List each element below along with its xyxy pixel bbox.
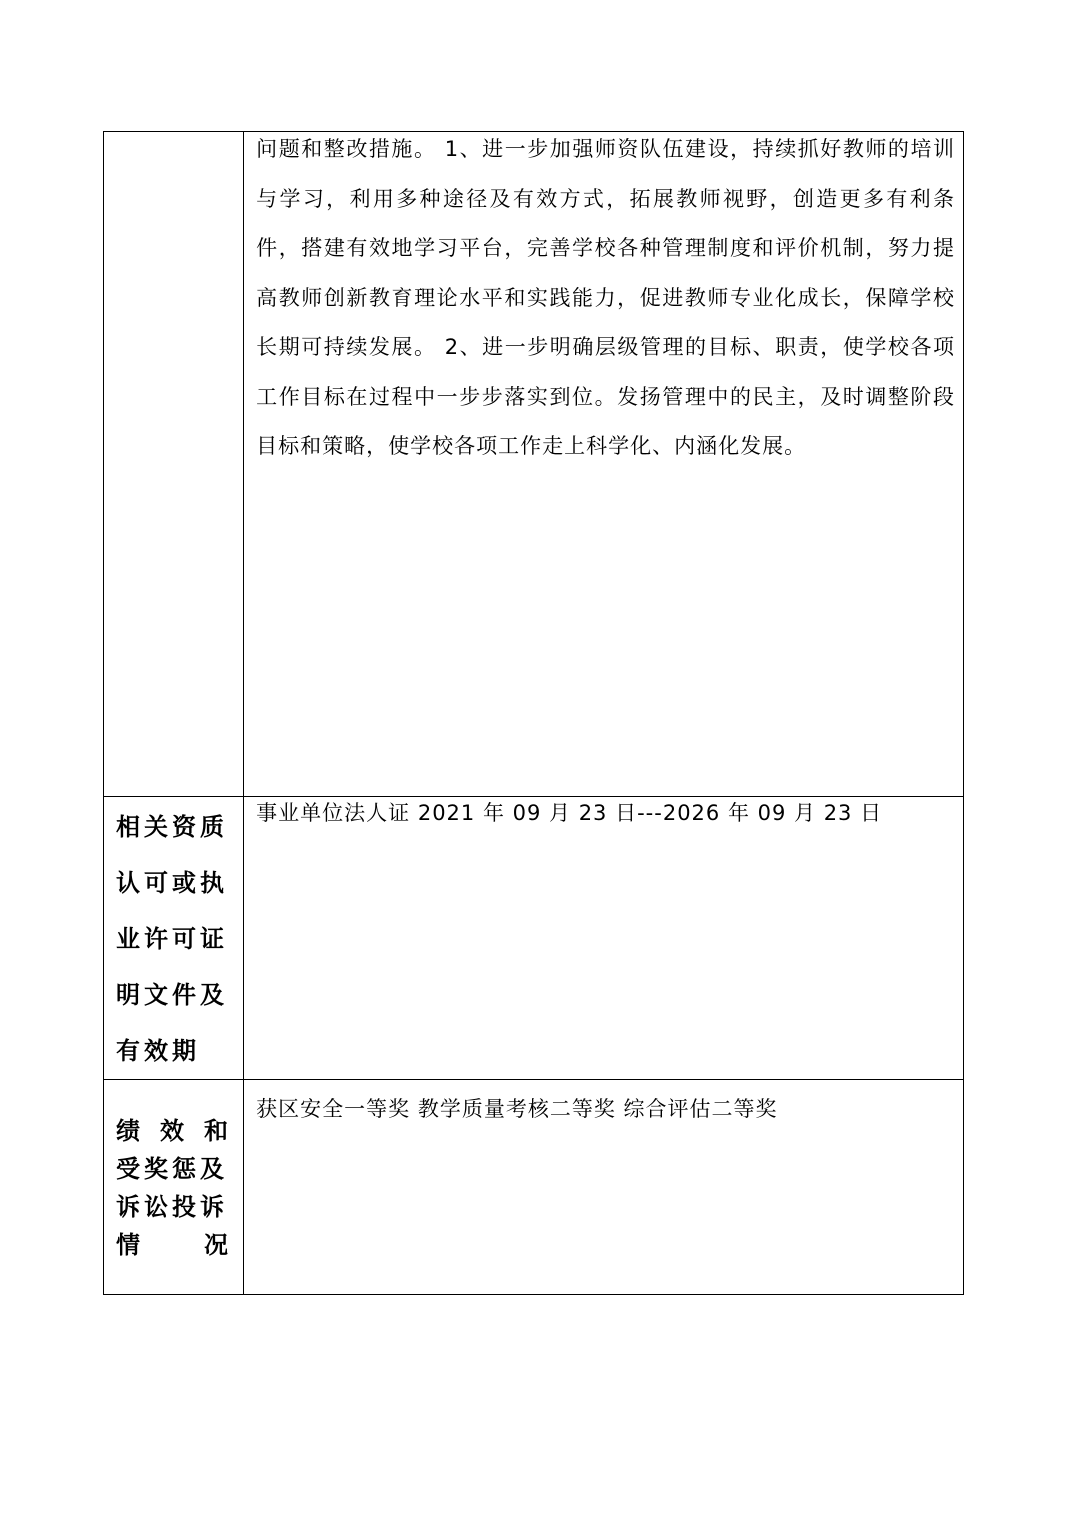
rectification-label-cell [104, 132, 244, 797]
rectification-content: 问题和整改措施。 1、进一步加强师资队伍建设，持续抓好教师的培训与学习，利用多种途径及有效方式，拓展教师视野，创造更多有利条件，搭建有效地学习平台，完善学校各种管理制度和评价机制，努力提高教师创新教育理论水平和实践能力，促进教师专业化成长，保障学校长期可持续发展。 2、进一步明确层级管理的目标、职责，使学校各项工作目标在过程中一步步落实到位。发扬管理中的民主，及时调整阶段目标和策略，使学校各项工作走上科学化、内涵化发展。 [256, 137, 955, 458]
performance-content-cell [244, 1080, 964, 1295]
qualification-content-cell [244, 797, 964, 1080]
performance-label-char: 况 [204, 1231, 232, 1259]
performance-label-char: 和 [204, 1117, 232, 1145]
performance-label [104, 1112, 243, 1264]
table-row-qualification [104, 797, 964, 1080]
qualification-label-line: 有效期 [116, 1037, 200, 1065]
qualification-label-line: 认可或执 [116, 869, 228, 897]
qualification-label-line: 明文件及 [116, 981, 228, 1009]
performance-label-line [116, 1112, 232, 1150]
performance-label-line: 诉讼投诉 [116, 1193, 228, 1221]
qualification-label-line: 业许可证 [116, 925, 228, 953]
performance-label-char: 情 [116, 1231, 144, 1259]
table-row-performance [104, 1080, 964, 1295]
performance-label-cell [104, 1080, 244, 1295]
qualification-content: 事业单位法人证 2021 年 09 月 23 日---2026 年 09 月 23 日 [256, 801, 883, 825]
performance-label-line: 受奖惩及 [116, 1155, 228, 1183]
performance-content: 获区安全一等奖 教学质量考核二等奖 综合评估二等奖 [256, 1097, 778, 1121]
performance-label-char: 绩 [116, 1117, 144, 1145]
performance-label-line [116, 1226, 232, 1264]
performance-label-char: 效 [160, 1117, 188, 1145]
qualification-label-cell [104, 797, 244, 1080]
info-table [103, 131, 964, 1295]
qualification-label-line: 相关资质 [116, 813, 228, 841]
table-row-rectification [104, 132, 964, 797]
qualification-label [104, 799, 243, 1079]
rectification-content-cell [244, 132, 964, 797]
